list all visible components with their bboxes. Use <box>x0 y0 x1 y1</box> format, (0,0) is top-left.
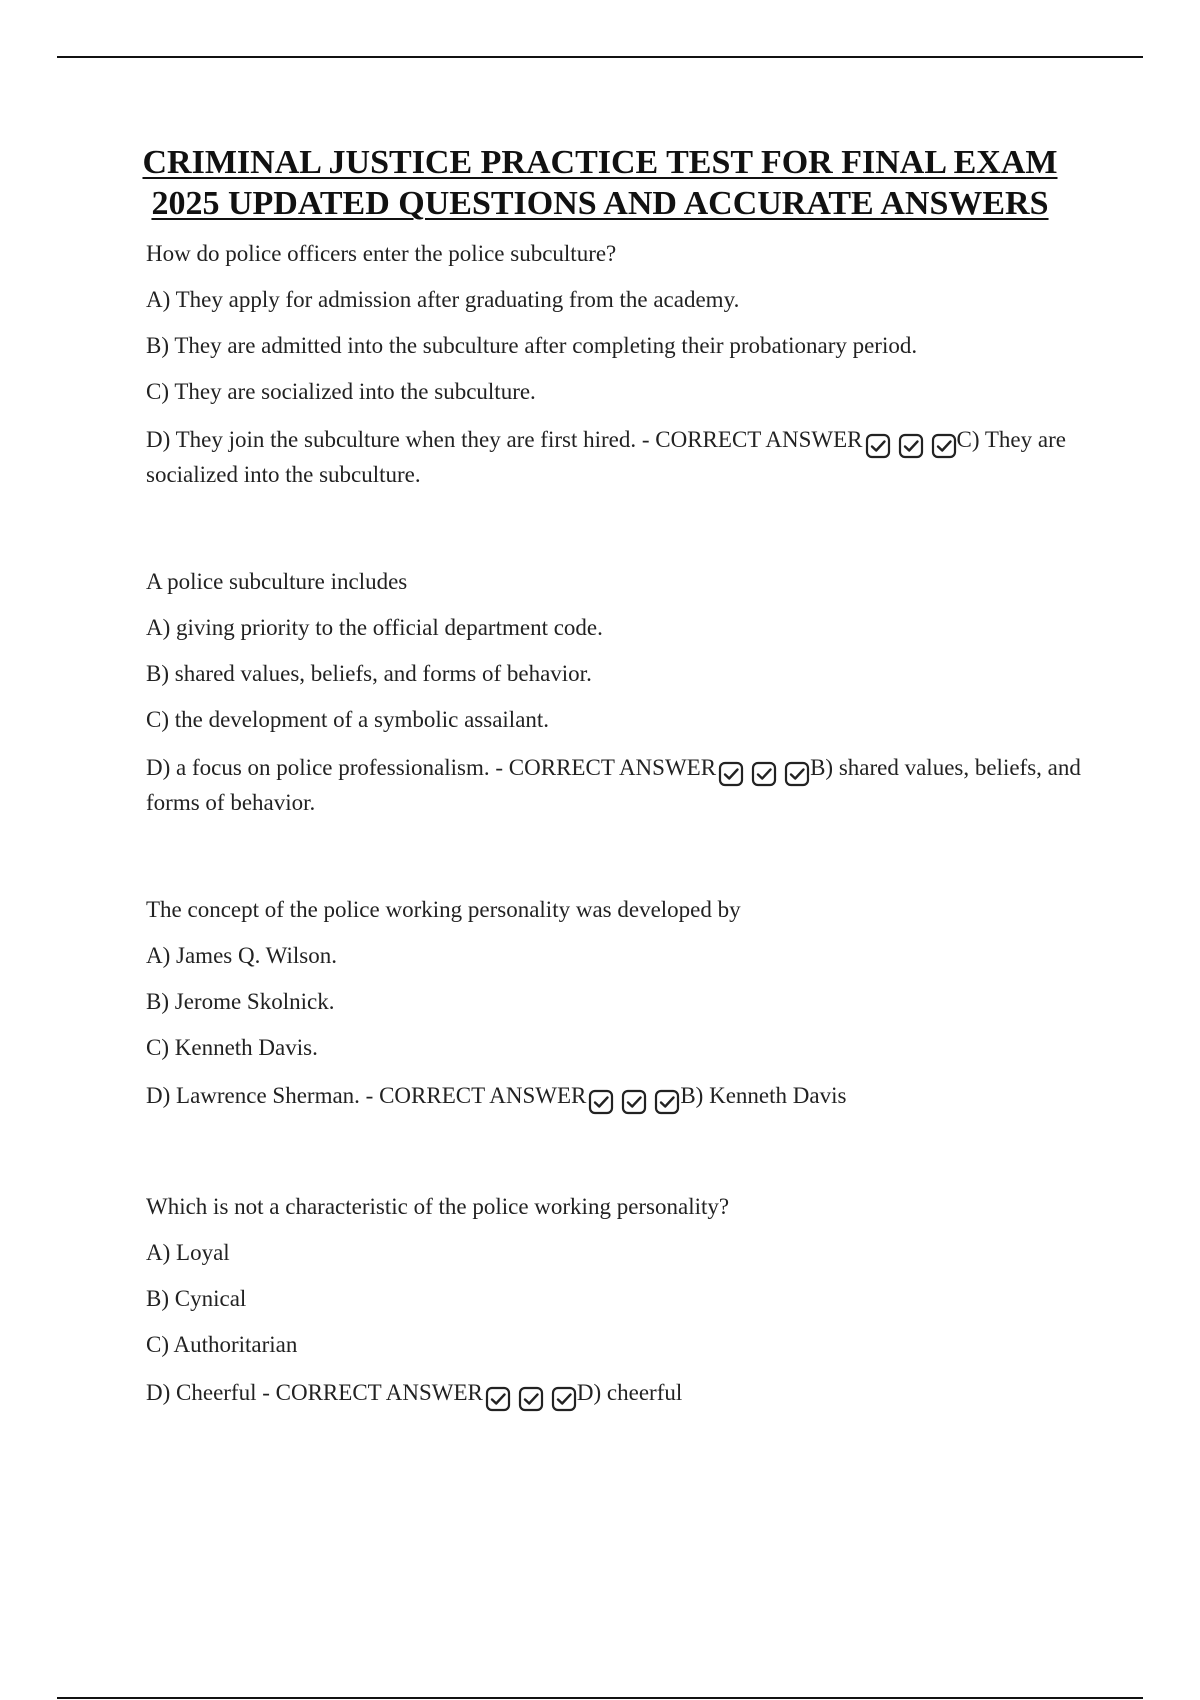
option-a: A) James Q. Wilson. <box>146 943 337 968</box>
option-c: C) Authoritarian <box>146 1332 298 1357</box>
correct-answer: D) cheerful <box>576 1380 683 1405</box>
footer-rule <box>57 1697 1143 1699</box>
check-box-icon <box>898 433 924 459</box>
option-d: D) Lawrence Sherman. - CORRECT ANSWER <box>146 1083 587 1108</box>
check-marks <box>586 1084 680 1115</box>
option-d: D) They join the subculture when they are first hired. - CORRECT ANSWER <box>146 427 863 452</box>
check-box-icon <box>865 433 891 459</box>
option-b: B) They are admitted into the subculture after completing their probationary period. <box>146 333 918 358</box>
check-box-icon <box>485 1386 511 1412</box>
option-d-with-answer <box>146 424 1092 490</box>
question-text: How do police officers enter the police subculture? <box>146 241 617 266</box>
check-box-icon <box>621 1089 647 1115</box>
header-rule <box>57 56 1143 58</box>
check-box-icon <box>518 1386 544 1412</box>
question-block-4 <box>146 1193 1092 1412</box>
question-block-1 <box>146 240 1092 490</box>
option-c: C) the development of a symbolic assailant. <box>146 707 550 732</box>
option-a: A) Loyal <box>146 1240 230 1265</box>
option-d-with-answer <box>146 1080 1092 1115</box>
check-box-icon <box>551 1386 577 1412</box>
check-marks <box>483 1381 577 1412</box>
title-line-2: 2025 UPDATED QUESTIONS AND ACCURATE ANSWERS <box>151 185 1049 222</box>
question-text: The concept of the police working personality was developed by <box>146 897 741 922</box>
option-d: D) Cheerful - CORRECT ANSWER <box>146 1380 483 1405</box>
document-title <box>0 142 1200 224</box>
check-marks <box>863 428 957 459</box>
option-a: A) They apply for admission after graduating from the academy. <box>146 287 740 312</box>
correct-answer: B) Kenneth Davis <box>680 1083 847 1108</box>
check-box-icon <box>784 761 810 787</box>
check-marks <box>716 756 810 787</box>
check-box-icon <box>718 761 744 787</box>
check-box-icon <box>588 1089 614 1115</box>
question-text: Which is not a characteristic of the police working personality? <box>146 1194 730 1219</box>
option-b: B) shared values, beliefs, and forms of behavior. <box>146 661 592 686</box>
question-text: A police subculture includes <box>146 569 408 594</box>
correct-answer: B) shared values, beliefs, and forms of behavior. <box>146 755 1081 815</box>
check-box-icon <box>751 761 777 787</box>
option-d-with-answer <box>146 752 1092 818</box>
option-d-with-answer <box>146 1377 1092 1412</box>
option-c: C) They are socialized into the subculture. <box>146 379 536 404</box>
check-box-icon <box>654 1089 680 1115</box>
option-b: B) Jerome Skolnick. <box>146 989 335 1014</box>
option-d: D) a focus on police professionalism. - CORRECT ANSWER <box>146 755 717 780</box>
question-list <box>146 240 1092 1490</box>
correct-answer: C) They are socialized into the subculture. <box>146 427 1066 487</box>
option-c: C) Kenneth Davis. <box>146 1035 318 1060</box>
title-line-1: CRIMINAL JUSTICE PRACTICE TEST FOR FINAL EXAM <box>142 144 1058 181</box>
question-block-2 <box>146 568 1092 818</box>
question-block-3 <box>146 896 1092 1115</box>
option-b: B) Cynical <box>146 1286 247 1311</box>
option-a: A) giving priority to the official department code. <box>146 615 603 640</box>
check-box-icon <box>931 433 957 459</box>
